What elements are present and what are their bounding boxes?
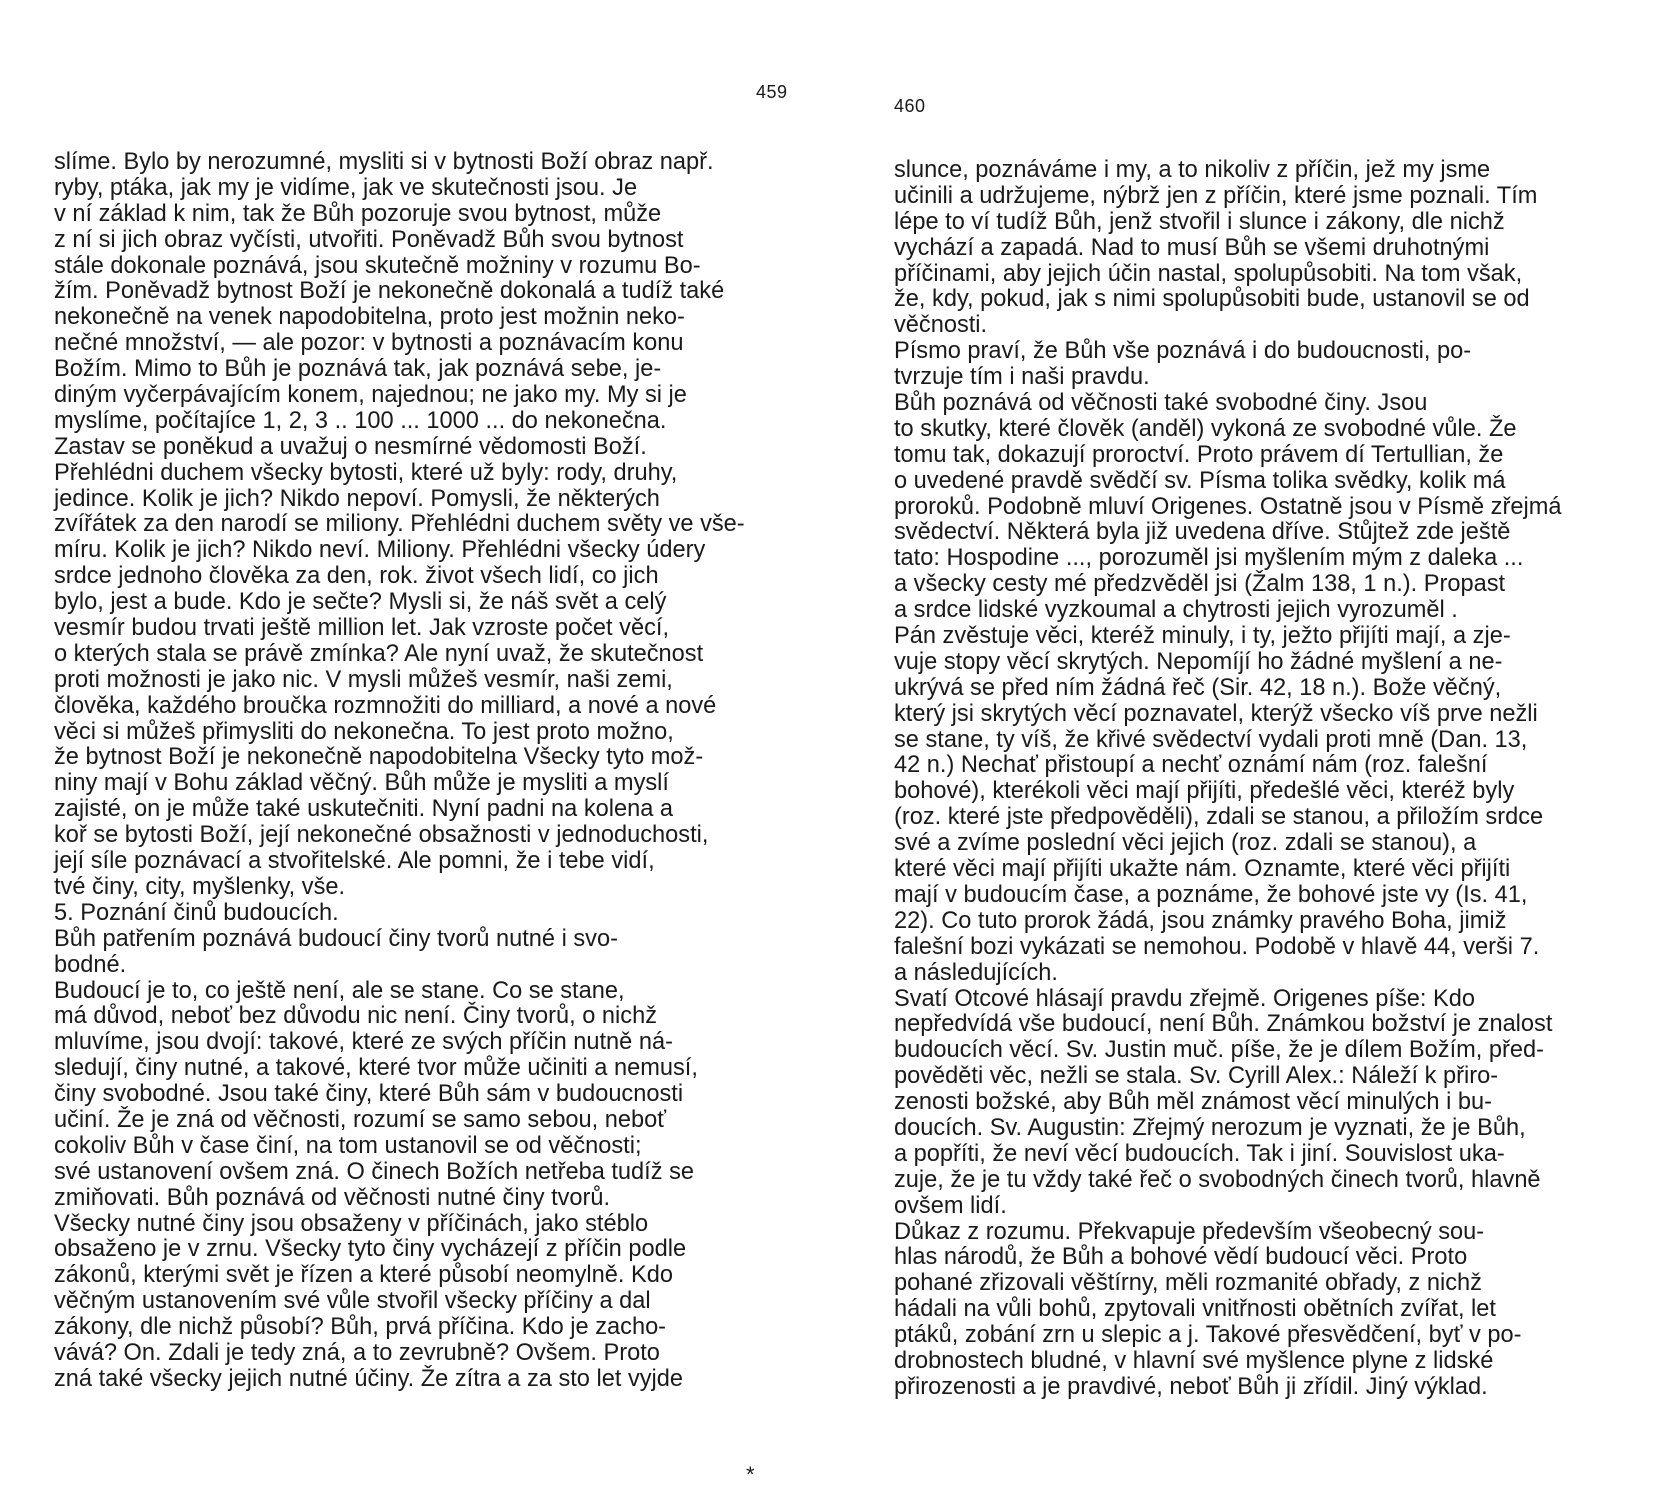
text-line: Všecky nutné činy jsou obsaženy v příčinách, jako stéblo xyxy=(54,1210,649,1237)
text-line: Důkaz z rozumu. Překvapuje především všeobecný sou- xyxy=(894,1218,1485,1245)
text-line: jedince. Kolik je jich? Nikdo nepoví. Pomysli, že některých xyxy=(54,485,660,512)
text-line: niny mají v Bohu základ věčný. Bůh může je mysliti a myslí xyxy=(54,770,669,797)
text-line: v ní základ k nim, tak že Bůh pozoruje svou bytnost, může xyxy=(54,200,662,227)
text-line: věčným ustanovením své vůle stvořil všecky příčiny a dal xyxy=(54,1288,651,1315)
text-line: zná také všecky jejich nutné účiny. Že zítra a za sto let vyjde xyxy=(54,1365,684,1392)
text-line: tvé činy, city, myšlenky, vše. xyxy=(54,873,346,900)
text-line: diným vyčerpávajícím konem, najednou; ne jako my. My si je xyxy=(54,382,687,409)
text-line: obsaženo je v zrnu. Všecky tyto činy vycházejí z příčin podle xyxy=(54,1236,687,1263)
text-line: hádali na vůli bohů, zpytovali vnitřnosti obětních zvířat, let xyxy=(894,1296,1496,1323)
text-line: o kterých stala se právě zmínka? Ale nyní uvaž, že skutečnost xyxy=(54,640,704,667)
text-line: učinili a udržujeme, nýbrž jen z příčin, které jsme poznali. Tím xyxy=(894,182,1538,209)
text-line: příčinami, aby jejich účin nastal, spolupůsobiti. Na tom však, xyxy=(894,260,1523,287)
text-line: věčnosti. xyxy=(894,312,988,339)
text-line: vává? On. Zdali je tedy zná, a to zevrubně? Ovšem. Proto xyxy=(54,1339,660,1366)
text-line: hlas národů, že Bůh a bohové vědí budoucí věci. Proto xyxy=(894,1244,1468,1271)
text-line: její síle poznávací a stvořitelské. Ale pomni, že i tebe vidí, xyxy=(54,848,655,875)
text-line: své a zvíme poslední věci jejich (roz. zdali se stanou), a xyxy=(894,830,1477,857)
text-line: se stane, ty víš, že křivé svědectví vydali proti mně (Dan. 13, xyxy=(894,726,1528,753)
text-line: zákonů, kterými svět je řízen a které působí neomylně. Kdo xyxy=(54,1262,673,1289)
text-line: ukrývá se před ním žádná řeč (Sir. 42, 18 n.). Bože věčný, xyxy=(894,674,1502,701)
page-number-right: 460 xyxy=(894,96,926,116)
text-line: lépe to ví tudíž Bůh, jenž stvořil i slunce i zákony, dle nichž xyxy=(894,208,1505,235)
text-line: a všecky cesty mé předzvěděl jsi (Žalm 138, 1 n.). Propast xyxy=(894,571,1506,598)
text-line: žím. Poněvadž bytnost Boží je nekonečně dokonalá a tudíž také xyxy=(54,278,725,305)
text-line: vychází a zapadá. Nad to musí Bůh se všemi druhotnými xyxy=(894,234,1490,261)
page-number-left: 459 xyxy=(756,82,788,102)
right-page-text xyxy=(894,158,1632,1401)
text-line: (roz. které jste předpověděli), zdali se stanou, a přiložím srdce xyxy=(894,804,1544,831)
text-line: drobnostech bludné, v hlavní své myšlence plyne z lidské xyxy=(894,1347,1494,1374)
text-line: bodné. xyxy=(54,951,127,978)
text-line: nečné množství, — ale pozor: v bytnosti a poznávacím konu xyxy=(54,330,684,357)
text-line: myslíme, počítajíce 1, 2, 3 .. 100 ... 1000 ... do nekonečna. xyxy=(54,407,667,434)
text-line: ovšem lidí. xyxy=(894,1192,1007,1219)
text-line: svědectví. Některá byla již uvedena dříve. Stůjtež zde ještě xyxy=(894,519,1511,546)
text-line: zmiňovati. Bůh poznává od věčnosti nutné činy tvorů. xyxy=(54,1184,611,1211)
text-line: které věci mají přijíti ukažte nám. Oznamte, které věci přijíti xyxy=(894,856,1511,883)
text-line: zákony, dle nichž působí? Bůh, prvá příčina. Kdo je zacho- xyxy=(54,1314,667,1341)
text-line: člověka, každého broučka rozmnožiti do milliard, a nové a nové xyxy=(54,692,717,719)
text-line: Přehlédni duchem všecky bytosti, které už byly: rody, druhy, xyxy=(54,459,678,486)
right-page xyxy=(836,0,1672,1500)
text-line: proroků. Podobně mluví Origenes. Ostatně jsou v Písmě zřejmá xyxy=(894,493,1562,520)
text-line: pohané zřizovali věštírny, měli rozmanité obřady, z nichž xyxy=(894,1270,1482,1297)
text-line: vuje stopy věcí skrytých. Nepomíjí ho žádné myšlení a ne- xyxy=(894,648,1503,675)
text-line: nekonečně na venek napodobitelna, proto jest možnin neko- xyxy=(54,304,685,331)
footer-asterisk: * xyxy=(746,1462,755,1487)
text-line: ptáků, zobání zrn u slepic a j. Takové přesvědčení, byť v po- xyxy=(894,1322,1522,1349)
text-line: bylo, jest a bude. Kdo je sečte? Mysli si, že náš svět a celý xyxy=(54,589,667,616)
text-line: stále dokonale poznává, jsou skutečně možniny v rozumu Bo- xyxy=(54,252,701,279)
text-line: Budoucí je to, co ještě není, ale se stane. Co se stane, xyxy=(54,977,625,1004)
text-line: Pán zvěstuje věci, kteréž minuly, i ty, ježto přijíti mají, a zje- xyxy=(894,623,1511,650)
text-line: mají v budoucím čase, a poznáme, že bohové jste vy (Is. 41, xyxy=(894,881,1528,908)
text-line: a následujících. xyxy=(894,959,1058,986)
text-line: bohové), kterékoli věci mají přijíti, předešlé věci, kteréž byly xyxy=(894,778,1515,805)
text-line: ryby, ptáka, jak my je vidíme, jak ve skutečnosti jsou. Je xyxy=(54,174,638,201)
text-line: 42 n.) Nechať přistoupí a nechť oznámí nám (roz. falešní xyxy=(894,752,1488,779)
text-line: z ní si jich obraz vyčísti, utvořiti. Poněvadž Bůh svou bytnost xyxy=(54,226,684,253)
text-line: že bytnost Boží je nekonečně napodobitelna Všecky tyto mož- xyxy=(54,744,704,771)
text-line: vesmír budou trvati ještě million let. Jak vzroste počet věcí, xyxy=(54,615,669,642)
text-line: falešní bozi vykázati se nemohou. Podobě v hlavě 44, verši 7. xyxy=(894,933,1540,960)
text-line: tomu tak, dokazují proroctví. Proto právem dí Tertullian, že xyxy=(894,441,1504,468)
text-line: koř se bytosti Boží, její nekonečné obsažnosti v jednoduchosti, xyxy=(54,822,709,849)
text-line: Svatí Otcové hlásají pravdu zřejmě. Origenes píše: Kdo xyxy=(894,985,1475,1012)
text-line: sledují, činy nutné, a takové, které tvor může učiniti a nemusí, xyxy=(54,1055,698,1082)
text-line: své ustanovení ovšem zná. O činech Božích netřeba tudíž se xyxy=(54,1158,695,1185)
text-line: činy svobodné. Jsou také činy, které Bůh sám v budoucnosti xyxy=(54,1081,684,1108)
text-line: věci si můžeš přimysliti do nekonečna. To jest proto možno, xyxy=(54,718,674,745)
text-line: učiní. Že je zná od věčnosti, rozumí se samo sebou, neboť xyxy=(54,1106,667,1133)
text-line: Bůh poznává od věčnosti také svobodné činy. Jsou xyxy=(894,390,1428,417)
text-line: a popříti, že neví věcí budoucích. Tak i jiní. Souvislost uka- xyxy=(894,1140,1505,1167)
text-line: tvrzuje tím i naši pravdu. xyxy=(894,364,1150,391)
text-line: nepředvídá vše budoucí, není Bůh. Známkou božství je znalost xyxy=(894,1011,1553,1038)
text-line: Božím. Mimo to Bůh je poznává tak, jak poznává sebe, je- xyxy=(54,356,662,383)
text-line: o uvedené pravdě svědčí sv. Písma tolika svědky, kolik má xyxy=(894,467,1506,494)
text-line: to skutky, které člověk (anděl) vykoná ze svobodné vůle. Že xyxy=(894,415,1517,442)
text-line: cokoliv Bůh v čase činí, na tom ustanovil se od věčnosti; xyxy=(54,1132,642,1159)
text-line: 5. Poznání činů budoucích. xyxy=(54,899,339,926)
text-line: zenosti božské, aby Bůh měl známost věcí minulých i bu- xyxy=(894,1089,1492,1116)
text-line: doucích. Sv. Augustin: Zřejmý nerozum je vyznati, že je Bůh, xyxy=(894,1114,1526,1141)
text-line: mluvíme, jsou dvojí: takové, které ze svých příčin nutně ná- xyxy=(54,1029,673,1056)
text-line: slíme. Bylo by nerozumné, mysliti si v bytnosti Boží obraz např. xyxy=(54,149,714,175)
text-line: zuje, že je tu vždy také řeč o svobodných činech tvorů, hlavně xyxy=(894,1166,1541,1193)
left-page-text xyxy=(54,150,788,1393)
text-line: přirozenosti a je pravdivé, neboť Bůh ji zřídil. Jiný výklad. xyxy=(894,1373,1488,1400)
text-line: a srdce lidské vyzkoumal a chytrosti jejich vyrozuměl . xyxy=(894,597,1458,624)
text-line: budoucích věcí. Sv. Justin muč. píše, že je dílem Božím, před- xyxy=(894,1037,1544,1064)
text-line: že, kdy, pokud, jak s nimi spolupůsobiti bude, ustanovil se od xyxy=(894,286,1530,313)
text-line: slunce, poznáváme i my, a to nikoliv z příčin, jež my jsme xyxy=(894,157,1491,183)
text-line: srdce jednoho člověka za den, rok. život všech lidí, co jich xyxy=(54,563,659,590)
text-line: který jsi skrytých věcí poznavatel, kterýž všecko víš prve nežli xyxy=(894,700,1538,727)
text-line: zvířátek za den narodí se miliony. Přehlédni duchem světy ve vše- xyxy=(54,511,745,538)
text-line: má důvod, neboť bez důvodu nic není. Činy tvorů, o nichž xyxy=(54,1003,657,1030)
text-line: pověděti věc, nežli se stala. Sv. Cyrill Alex.: Náleží k přiro- xyxy=(894,1063,1499,1090)
text-line: 22). Co tuto prorok žádá, jsou známky pravého Boha, jimiž xyxy=(894,907,1507,934)
text-line: Bůh patřením poznává budoucí činy tvorů nutné i svo- xyxy=(54,925,618,952)
text-line: Písmo praví, že Bůh vše poznává i do budoucnosti, po- xyxy=(894,338,1472,365)
text-line: zajisté, on je může také uskutečniti. Nyní padni na kolena a xyxy=(54,796,674,823)
text-line: proti možnosti je jako nic. V mysli můžeš vesmír, naši zemi, xyxy=(54,666,673,693)
text-line: Zastav se poněkud a uvažuj o nesmírné vědomosti Boží. xyxy=(54,433,647,460)
text-line: míru. Kolik je jich? Nikdo neví. Miliony. Přehlédni všecky údery xyxy=(54,537,706,564)
text-line: tato: Hospodine ..., porozuměl jsi myšlením mým z daleka ... xyxy=(894,545,1524,572)
